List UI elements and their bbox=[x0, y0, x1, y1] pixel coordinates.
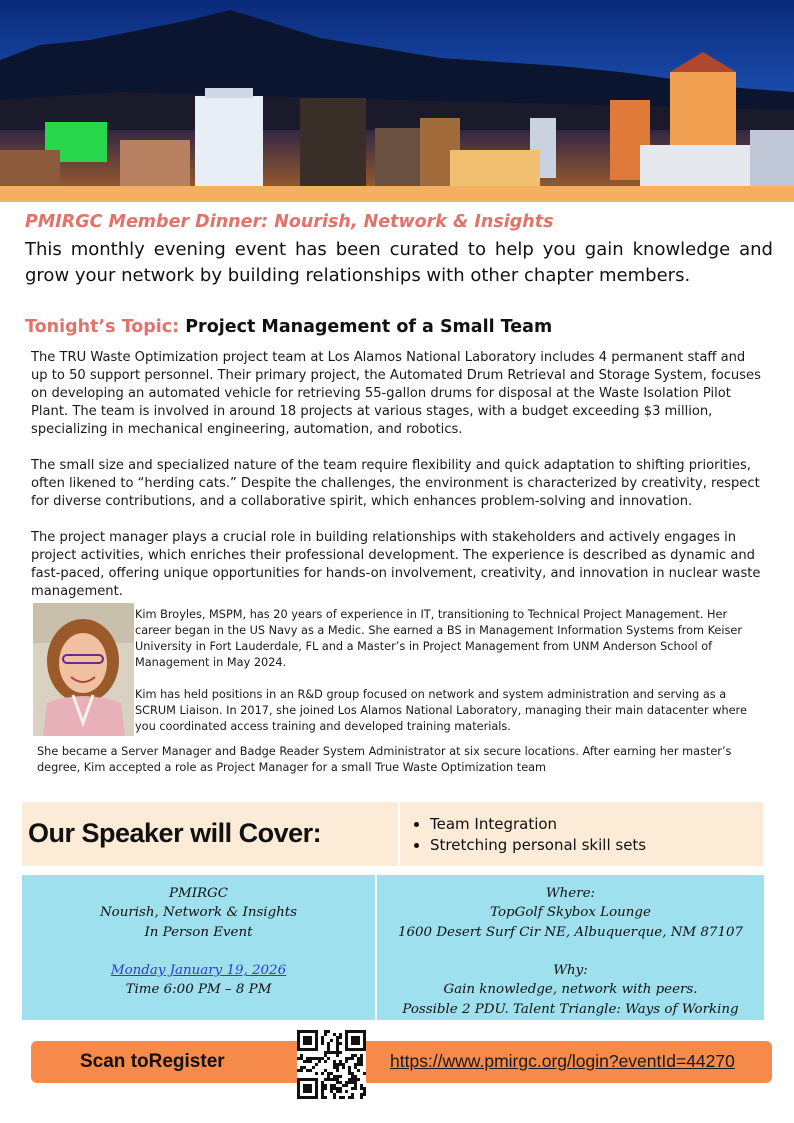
event-time: Time 6:00 PM – 8 PM bbox=[125, 982, 272, 998]
register-link[interactable]: https://www.pmirgc.org/login?eventId=44270 bbox=[390, 1051, 735, 1071]
why-label: Why: bbox=[553, 963, 588, 979]
venue-address: 1600 Desert Surf Cir NE, Albuquerque, NM 87107 bbox=[397, 924, 744, 940]
bio-paragraph-1: Kim Broyles, MSPM, has 20 years of experience in IT, transitioning to Technical Project Management. Her career began in the US Navy as a Medic. She earned a BS in Management Information Systems from Keiser University in Fort Lauderdale, FL and a Master’s in Project Management from UNM Anderson School of Management in May 2024. bbox=[135, 608, 742, 669]
event-date-link[interactable]: Monday January 19, 2026 bbox=[110, 963, 287, 979]
description-paragraph-3: The project manager plays a crucial role in building relationships with stakeholders and actively engages in project activities, which enriches their professional development. The experience is described as dynamic and fast-paced, offering unique opportunities for hands-on involvement, creativity, and innovation in nuclear waste management. bbox=[31, 530, 761, 599]
topic-value: Project Management of a Small Team bbox=[185, 317, 553, 337]
event-format: In Person Event bbox=[144, 924, 253, 940]
event-info-text bbox=[22, 884, 375, 1000]
venue-name: TopGolf Skybox Lounge bbox=[490, 905, 651, 921]
event-org: PMIRGC bbox=[168, 886, 229, 901]
qr-code-icon[interactable] bbox=[297, 1030, 366, 1099]
list-item: • Team Integration bbox=[430, 814, 646, 835]
location-info-text bbox=[377, 884, 764, 1019]
description-paragraph-2: The small size and specialized nature of the team require flexibility and quick adaptation to shifting priorities, often likened to “herding cats.” Despite the challenges, the environment is characterized by creativity, respect for diverse contributions, and a collaborative spirit, which enhances problem-solving and innovation. bbox=[31, 458, 760, 509]
description-paragraph-1: The TRU Waste Optimization project team at Los Alamos National Laboratory includes 4 permanent staff and up to 50 support personnel. Their primary project, the Automated Drum Retrieval and Storage System, focuses on developing an automated vehicle for retrieving 55-gallon drums for disposal at the Waste Isolation Pilot Plant. The team is involved in around 18 projects at various stages, with a budget exceeding $3 million, specializing in mechanical engineering, automation, and robotics. bbox=[31, 350, 761, 437]
topic-heading bbox=[25, 317, 552, 337]
list-item: • Stretching personal skill sets bbox=[430, 835, 646, 856]
cover-list bbox=[410, 814, 646, 856]
cover-title: Our Speaker will Cover: bbox=[28, 818, 322, 848]
event-title: PMIRGC Member Dinner: Nourish, Network & Insights bbox=[25, 212, 554, 232]
why-text: Gain knowledge, network with peers. bbox=[443, 982, 698, 998]
speaker-photo bbox=[33, 603, 134, 736]
bio-paragraph-2: Kim has held positions in an R&D group focused on network and system administration and serving as a SCRUM Liaison. In 2017, she joined Los Alamos National Laboratory, managing their main datacenter where you coordinated access training and developed training materials. bbox=[135, 688, 747, 733]
pdu-text: Possible 2 PDU. Talent Triangle: Ways of Working bbox=[402, 1001, 739, 1017]
intro-text: This monthly evening event has been curated to help you gain knowledge and grow your network by building relationships with other chapter members. bbox=[25, 239, 773, 286]
city-skyline-photo bbox=[0, 0, 794, 202]
bio-paragraph-3: She became a Server Manager and Badge Reader System Administrator at six secure locations. After earning her master’s degree, Kim accepted a role as Project Manager for a small True Waste Optimization team bbox=[37, 745, 732, 774]
where-label: Where: bbox=[545, 886, 596, 901]
register-button[interactable]: Scan toRegister bbox=[80, 1051, 225, 1072]
topic-label: Tonight’s Topic: bbox=[25, 317, 180, 337]
event-name: Nourish, Network & Insights bbox=[99, 905, 298, 921]
